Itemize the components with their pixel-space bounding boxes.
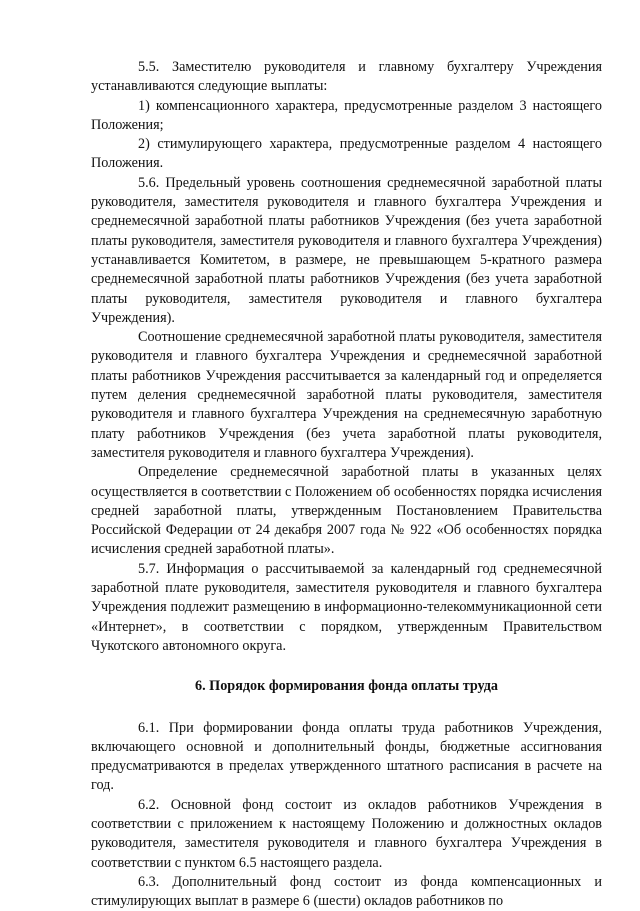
paragraph-ratio: Соотношение среднемесячной заработной платы руководителя, заместителя руководителя и главного бухгалтера Учреждения и среднемесячной заработной платы работников Учреждения рассчитывается за календарный год и определяется путем деления среднемесячной заработной платы руководителя, заместителя руководителя и главного бухгалтера Учреждения на среднемесячную заработную плату работников Учреждения (без учета заработной платы руководителя, заместителя руководителя и главного бухгалтера Учреждения). — [91, 329, 602, 461]
paragraph-5-5: 5.5. Заместителю руководителя и главному бухгалтеру Учреждения устанавливаются следующие выплаты: — [91, 59, 602, 95]
section-heading: 6. Порядок формирования фонда оплаты труда — [194, 678, 499, 695]
paragraph-5-6: 5.6. Предельный уровень соотношения среднемесячной заработной платы руководителя, заместителя руководителя и главного бухгалтера Учреждения и среднемесячной заработной платы работников Учреждения (без учета заработной платы руководителя, заместителя руководителя и главного бухгалтера Учреждения) устанавливается Комитетом, в размере, не превышающем 5-кратного размера среднемесячной заработной платы работников Учреждения (без учета заработной платы руководителя, заместителя руководителя и главного бухгалтера Учреждения). — [91, 174, 602, 326]
paragraph-6-3: 6.3. Дополнительный фонд состоит из фонда компенсационных и стимулирующих выплат в размере 6 (шести) окладов работников по — [91, 873, 602, 910]
paragraph-5-7: 5.7. Информация о рассчитываемой за календарный год среднемесячной заработной плате руководителя, заместителя руководителя и главного бухгалтера Учреждения подлежит размещению в информационно-телекоммуникационной сети «Интернет», в соответствии с порядком, утвержденным Правительством Чукотского автономного округа. — [91, 560, 602, 654]
paragraph-determination: Определение среднемесячной заработной платы в указанных целях осуществляется в соответствии с Положением об особенностях порядка исчисления средней заработной платы, утвержденным Постановлением Правительства Российской Федерации от 24 декабря 2007 года № 922 «Об особенностях порядка исчисления средней заработной платы». — [91, 464, 602, 558]
paragraph-6-2: 6.2. Основной фонд состоит из окладов работников Учреждения в соответствии с приложением к настоящему Положению и должностных окладов руководителя, заместителя руководителя и главного бухгалтера Учреждения в соответствии с пунктом 6.5 настоящего раздела. — [91, 796, 602, 871]
paragraph-5-5-item-1: 1) компенсационного характера, предусмотренные разделом 3 настоящего Положения; — [91, 97, 602, 133]
paragraph-5-5-item-2: 2) стимулирующего характера, предусмотренные разделом 4 настоящего Положения. — [91, 136, 602, 172]
paragraph-6-1: 6.1. При формировании фонда оплаты труда работников Учреждения, включающего основной и дополнительный фонды, бюджетные ассигнования предусматриваются в пределах утвержденного штатного расписания в расчете на год. — [91, 719, 602, 794]
